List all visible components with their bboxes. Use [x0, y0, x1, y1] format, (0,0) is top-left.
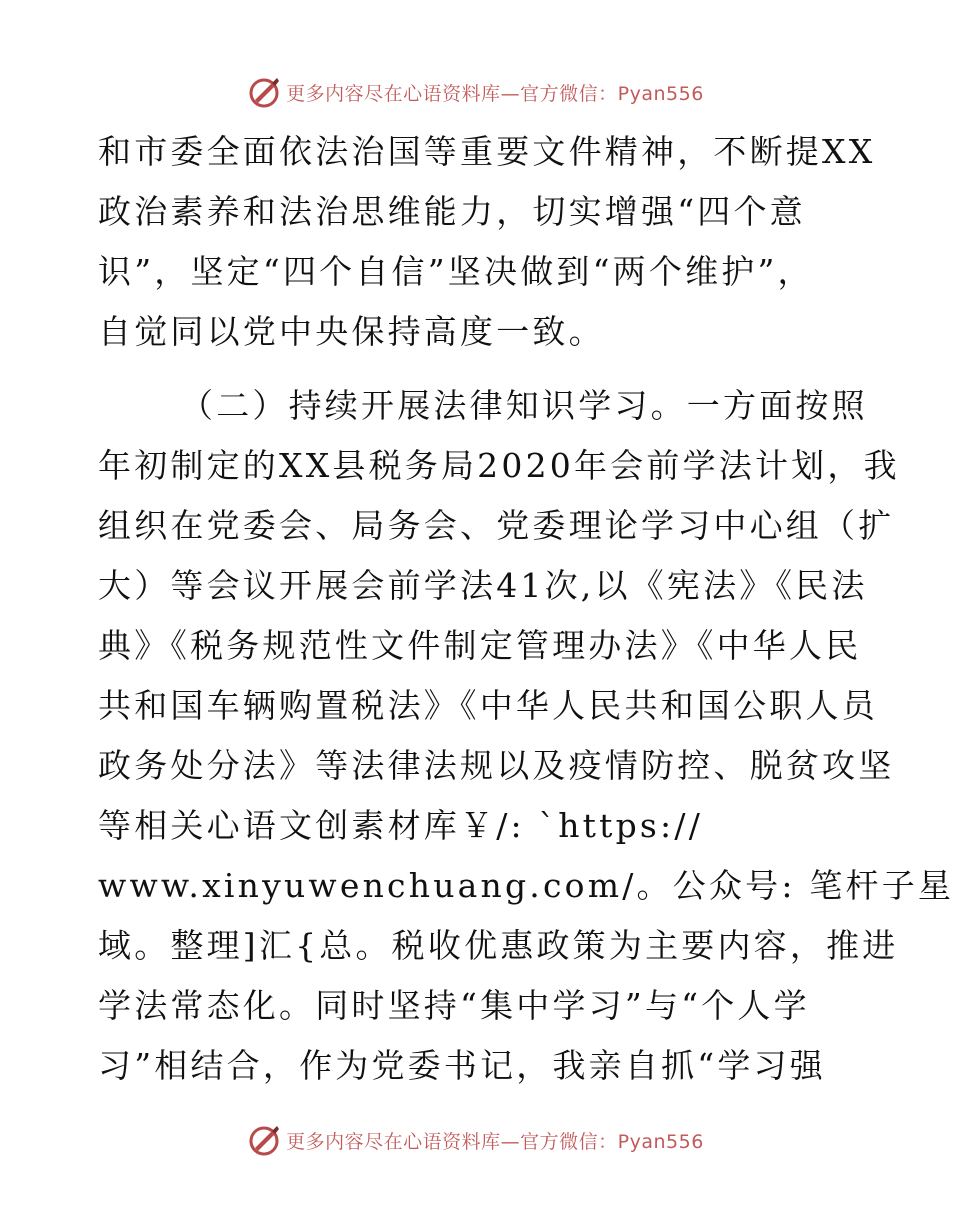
text-line: www.xinyuwenchuang.com/。公众号: 笔杆子星 — [98, 866, 954, 905]
header-watermark-banner — [0, 72, 950, 112]
text-line: 自觉同以党中央保持高度一致。 — [98, 312, 605, 351]
header-watermark-text: 更多内容尽在心语资料库—官方微信：Pyan556 — [286, 82, 704, 105]
paragraph-1 — [98, 122, 876, 362]
document-body — [98, 122, 954, 1096]
text-line: 典》《税务规范性文件制定管理办法》《中华人民 — [98, 626, 862, 665]
footer-watermark-banner — [0, 1120, 950, 1160]
text-line: 共和国车辆购置税法》《中华人民共和国公职人员 — [98, 686, 878, 725]
text-line: （二）持续开展法律知识学习。一方面按照 — [180, 386, 868, 425]
text-line: 年初制定的XX县税务局2020年会前学法计划，我 — [98, 446, 900, 485]
text-line: 习”相结合，作为党委书记，我亲自抓“学习强 — [98, 1046, 826, 1085]
text-line: 域。整理]汇{总。税收优惠政策为主要内容，推进 — [98, 926, 899, 965]
text-line: 识”，坚定“四个自信”坚决做到“两个维护”， — [98, 252, 814, 291]
pen-seal-icon — [246, 74, 282, 110]
text-line: 等相关心语文创素材库￥/: `https:// — [98, 806, 704, 845]
paragraph-2 — [98, 376, 954, 1096]
text-line: 政务处分法》等法律法规以及疫情防控、脱贫攻坚 — [98, 746, 895, 785]
footer-watermark-text: 更多内容尽在心语资料库—官方微信：Pyan556 — [286, 1130, 704, 1153]
pen-seal-icon — [246, 1122, 282, 1158]
text-line: 政治素养和法治思维能力，切实增强“四个意 — [98, 192, 806, 231]
text-line: 组织在党委会、局务会、党委理论学习中心组（扩 — [98, 506, 895, 545]
text-line: 大）等会议开展会前学法41次,以《宪法》《民法 — [98, 566, 868, 605]
text-line: 学法常态化。同时坚持“集中学习”与“个人学 — [98, 986, 810, 1025]
text-line: 和市委全面依法治国等重要文件精神，不断提XX — [98, 132, 876, 171]
